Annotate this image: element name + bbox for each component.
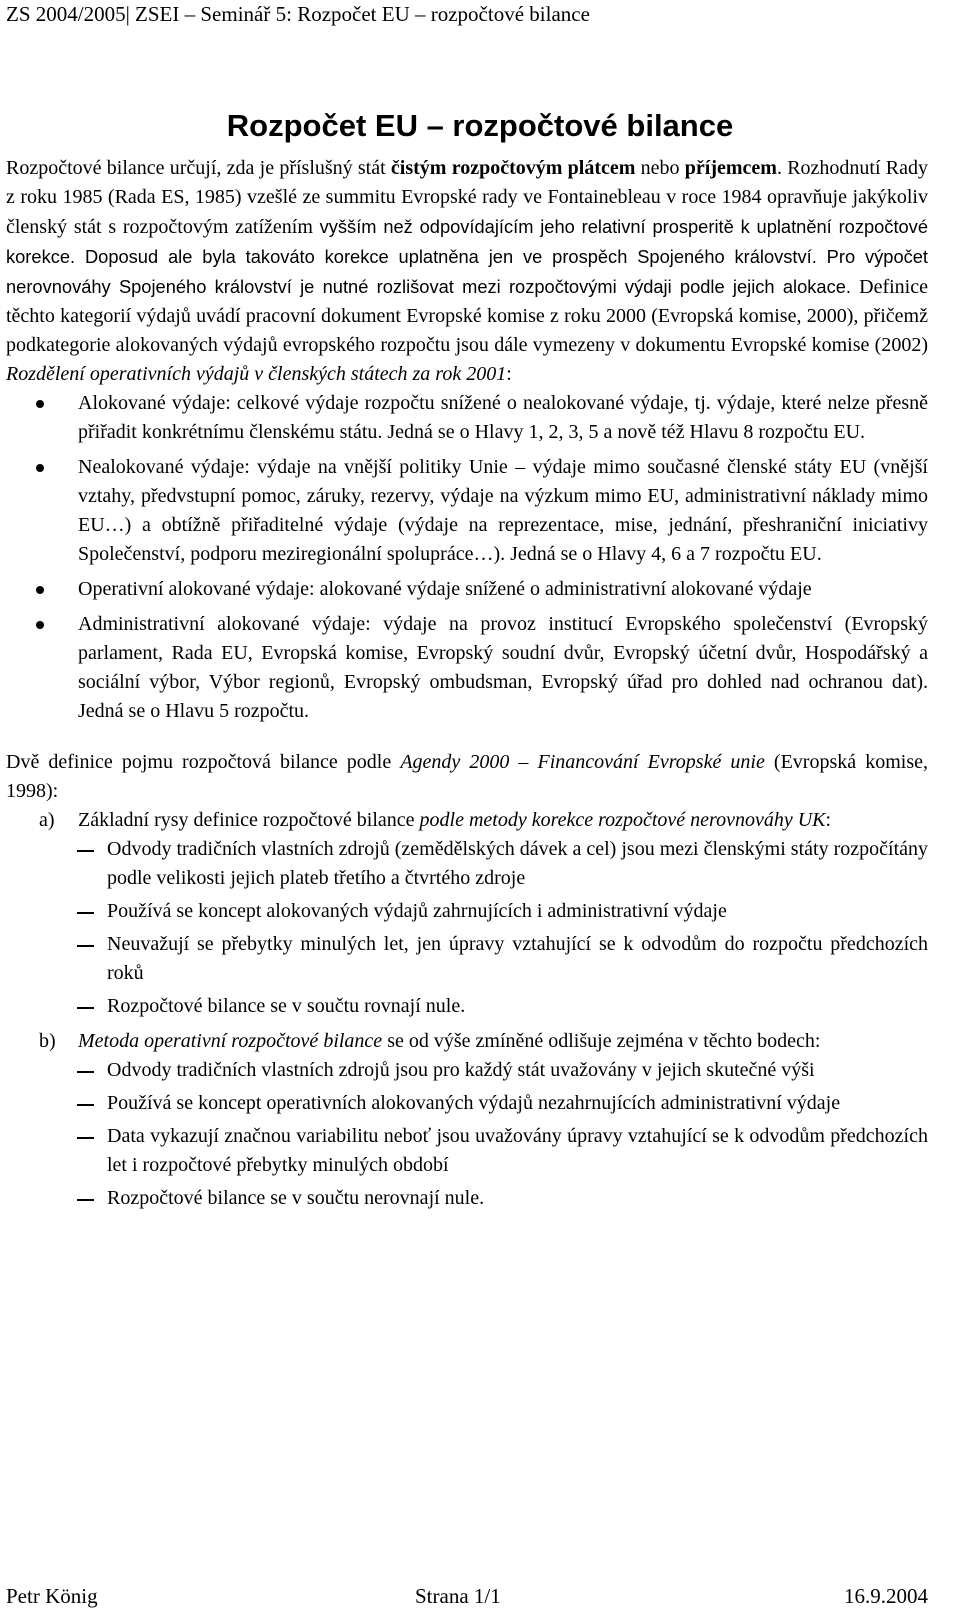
- dash-item: Odvody tradičních vlastních zdrojů (zemědělských dávek a cel) jsou mezi členskými státy rozpočítány podle velikosti jejich plateb třetího a čtvrtého zdroje: [107, 835, 928, 893]
- intro-text-5: :: [506, 363, 512, 385]
- intro-italic-document: Rozdělení operativních výdajů v členských státech za rok 2001: [6, 363, 507, 385]
- section-a-text: Základní rysy definice rozpočtové bilance: [78, 809, 420, 831]
- section-a-label: a): [39, 809, 55, 831]
- definitions-text-1: Dvě definice pojmu rozpočtová bilance podle: [6, 751, 401, 773]
- dash-item: Odvody tradičních vlastních zdrojů jsou pro každý stát uvažovány v jejich skutečné výši: [107, 1056, 928, 1085]
- dash-item: Data vykazují značnou variabilitu neboť jsou uvažovány úpravy vztahující se k odvodům předchozích let i rozpočtové přebytky minulých období: [107, 1122, 928, 1180]
- footer-page-number: Strana 1/1: [415, 1584, 501, 1608]
- dash-item: Používá se koncept alokovaných výdajů zahrnujících i administrativní výdaje: [107, 897, 928, 926]
- section-a: [6, 806, 928, 835]
- bullet-item: Alokované výdaje: celkové výdaje rozpočtu snížené o nealokované výdaje, tj. výdaje, které nelze přesně přiřadit konkrétnímu členskému státu. Jedná se o Hlavy 1, 2, 3, 5 a nově též Hlavu 8 rozpočtu EU.: [78, 389, 928, 447]
- dash-item: Používá se koncept operativních alokovaných výdajů nezahrnujících administrativní výdaje: [107, 1089, 928, 1118]
- section-b-label: b): [39, 1030, 56, 1052]
- section-b-text: se od výše zmíněné odlišuje zejména v těchto bodech:: [382, 1030, 821, 1052]
- dash-item: Rozpočtové bilance se v součtu rovnají nule.: [107, 992, 928, 1021]
- document-body: [6, 154, 928, 1219]
- bullet-item: Operativní alokované výdaje: alokované výdaje snížené o administrativní alokované výdaje: [78, 575, 928, 604]
- bullet-item: Nealokované výdaje: výdaje na vnější politiky Unie – výdaje mimo současné členské státy EU (vnější vztahy, předvstupní pomoc, záruky, rezervy, výdaje na výzkum mimo EU, administrativní náklady mimo EU…) a obtížně přiřaditelné výdaje (výdaje na reprezentace, mise, jednání, přeshraniční iniciativy Společenství, podporu meziregionální spolupráce…). Jedná se o Hlavy 4, 6 a 7 rozpočtu EU.: [78, 453, 928, 569]
- dash-item: Neuvažují se přebytky minulých let, jen úpravy vztahující se k odvodům do rozpočtu předchozích roků: [107, 930, 928, 988]
- intro-text-2: nebo: [635, 157, 685, 179]
- intro-bold-net-payer: čistým rozpočtovým plátcem: [390, 157, 636, 179]
- intro-text-1: Rozpočtové bilance určují, zda je příslušný stát: [6, 157, 391, 179]
- page-title: Rozpočet EU – rozpočtové bilance: [226, 108, 734, 143]
- definitions-paragraph: [6, 748, 928, 806]
- bullet-item: Administrativní alokované výdaje: výdaje na provoz institucí Evropského společenství (Evropský parlament, Rada EU, Evropská komise, Evropský soudní dvůr, Evropský účetní dvůr, Hospodářský a sociální výbor, Výbor regionů, Evropský ombudsman, Evropský úřad pro dohled nad ochranou dat). Jedná se o Hlavu 5 rozpočtu.: [78, 610, 928, 726]
- section-b: [6, 1027, 928, 1056]
- intro-paragraph: [6, 154, 928, 389]
- section-a-tail: :: [825, 809, 832, 831]
- bullet-list: [6, 389, 928, 726]
- footer-author: Petr König: [6, 1584, 98, 1608]
- intro-bold-recipient: příjemcem: [684, 157, 777, 179]
- section-b-italic: Metoda operativní rozpočtové bilance: [78, 1030, 383, 1052]
- intro-sans-text: vyšším než odpovídajícím jeho relativní prosperitě k uplatnění rozpočtové korekce. Doposud ale byla takováto korekce uplatněna jen ve prospěch Spojeného království. Pro výpočet nerovnováhy Spojeného království je nutné rozlišovat mezi rozpočtovými výdaji podle jejich alokace.: [6, 216, 928, 297]
- intro-text-3: . Rozhodnutí Rady z roku 1985 (Rada ES, 1985) vzešlé ze summitu Evropské rady ve Fontainebleau v roce 1984 opravňuje jakýkoliv členský stát s rozpočtovým zatížením: [6, 157, 928, 238]
- footer-date: 16.9.2004: [844, 1584, 928, 1608]
- page-header: ZS 2004/2005| ZSEI – Seminář 5: Rozpočet EU – rozpočtové bilance: [6, 2, 590, 26]
- intro-text-4: Definice těchto kategorií výdajů uvádí pracovní dokument Evropské komise z roku 2000 (Evropská komise, 2000), přičemž podkategorie alokovaných výdajů evropského rozpočtu jsou dále vymezeny v dokumentu Evropské komise (2002): [6, 276, 928, 356]
- definitions-text-2: (Evropská komise, 1998):: [6, 751, 928, 802]
- dash-item: Rozpočtové bilance se v součtu nerovnají nule.: [107, 1184, 928, 1213]
- section-b-list: [6, 1056, 928, 1213]
- section-a-italic: podle metody korekce rozpočtové nerovnováhy UK: [419, 809, 826, 831]
- section-a-list: [6, 835, 928, 1021]
- definitions-italic-agenda: Agendy 2000 – Financování Evropské unie: [400, 751, 765, 773]
